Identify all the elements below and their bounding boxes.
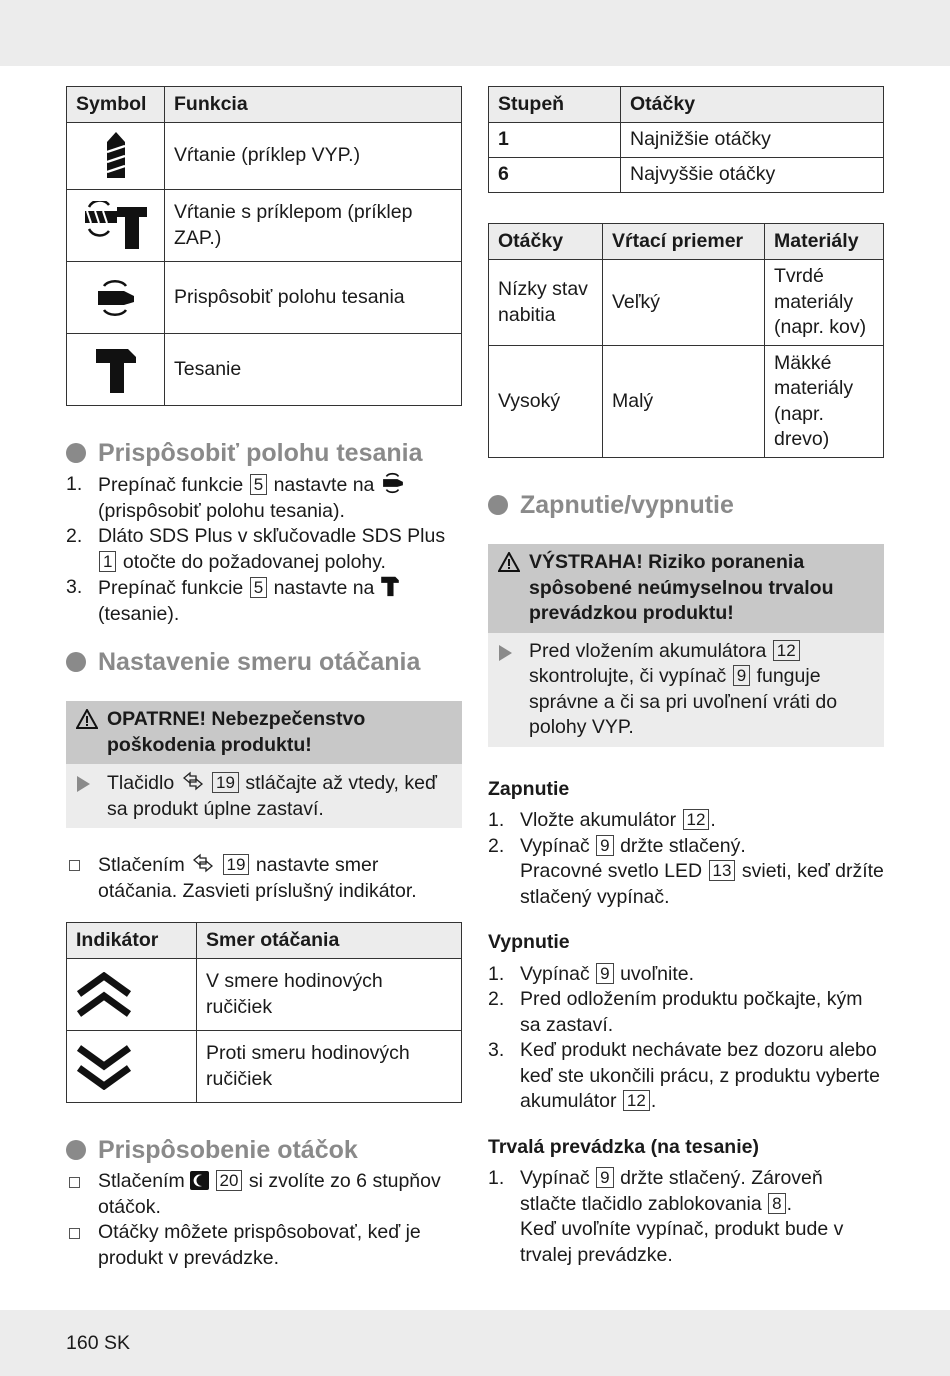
warning-box — [488, 544, 884, 747]
step-text: Prepínač funkcie — [98, 474, 244, 496]
speed-header: Otáčky — [489, 224, 603, 260]
step-text: nastavte na — [273, 474, 375, 496]
diameter-cell: Malý — [603, 346, 765, 458]
step-text: držte stlačený. Zároveň stlačte tlačidlo zablokovania — [520, 1167, 823, 1215]
direction-cell: Proti smeru hodinových ručičiek — [197, 1031, 462, 1103]
warning-text: skontrolujte, či vypínač — [529, 665, 727, 687]
materials-header: Materiály — [765, 224, 884, 260]
bullet-dot — [66, 652, 86, 672]
step-text: (tesanie). — [98, 602, 180, 625]
ref-box: 5 — [250, 474, 267, 495]
level-cell: 6 — [489, 158, 621, 193]
indicator-header: Indikátor — [67, 923, 197, 959]
chisel-rotate-icon — [67, 262, 165, 334]
table-row — [489, 158, 884, 193]
direction-cell: V smere hodinových ručičiek — [197, 959, 462, 1031]
diameter-cell: Veľký — [603, 260, 765, 346]
ref-box: 19 — [212, 772, 239, 793]
step-text: Keď produkt nechávate bez dozoru alebo keď ste ukončili prácu, z produktu vyberte akumulátor — [520, 1039, 880, 1112]
step-text: Pracovné svetlo LED — [520, 860, 703, 882]
direction-switch-icon — [190, 852, 216, 874]
warning-title: VÝSTRAHA! Riziko poranenia spôsobené neúmyselnou trvalou prevádzkou produktu! — [529, 551, 834, 624]
section-title-chisel — [66, 438, 462, 468]
continuous-steps — [488, 1166, 884, 1268]
list-item — [488, 834, 884, 911]
table-row — [489, 260, 884, 346]
diameter-header: Vŕtací priemer — [603, 224, 765, 260]
hammer-drill-icon — [67, 190, 165, 262]
list-item — [488, 1038, 884, 1115]
caution-header — [66, 701, 462, 764]
table-row — [67, 123, 462, 190]
direction-header: Smer otáčania — [197, 923, 462, 959]
material-table — [488, 223, 884, 458]
list-item — [66, 472, 462, 524]
warning-text: funguje správne a či sa pri uvoľnení vráti do polohy VYP. — [529, 665, 838, 738]
step-text: Vypínač — [520, 834, 590, 857]
bullet-text: si zvolíte zo 6 stupňov otáčok. — [98, 1170, 441, 1218]
step-number: 1. — [66, 473, 83, 495]
left-column — [66, 86, 462, 1271]
bullet-text: Stlačením — [98, 1170, 185, 1192]
symbol-header: Symbol — [67, 87, 165, 123]
step-text: nastavte na — [273, 577, 375, 599]
symbol-table — [66, 86, 462, 406]
material-cell: Mäkké materiály (napr. drevo) — [765, 346, 884, 458]
step-number: 2. — [488, 834, 505, 857]
right-column — [488, 86, 884, 1268]
step-text: Vypínač — [520, 1167, 590, 1189]
ref-box: 1 — [99, 551, 116, 572]
warning-text: Pred vložením akumulátora — [529, 639, 767, 662]
function-header: Funkcia — [165, 87, 462, 123]
table-row — [489, 123, 884, 158]
arrow-bullet-icon — [77, 776, 90, 792]
step-number: 2. — [488, 988, 505, 1010]
ref-box: 9 — [596, 963, 613, 984]
section-title-onoff — [488, 490, 884, 520]
step-number: 1. — [488, 809, 505, 831]
table-row — [67, 1031, 462, 1103]
step-text: Pred odložením produktu počkajte, kým sa zastaví. — [520, 988, 863, 1036]
step-text: Keď uvoľníte vypínač, produkt bude v trvalej prevádzke. — [520, 1218, 844, 1266]
chisel-rotate-icon — [380, 472, 406, 494]
step-text: Vypínač — [520, 962, 590, 985]
ref-box: 5 — [250, 577, 267, 598]
arrow-bullet-icon — [499, 645, 512, 661]
list-item — [66, 575, 462, 627]
section-title-direction — [66, 647, 462, 677]
table-row — [67, 190, 462, 262]
step-number: 1. — [488, 1167, 505, 1189]
ref-box: 9 — [596, 1167, 613, 1188]
warning-header — [488, 544, 884, 633]
step-number: 3. — [66, 576, 83, 598]
bullet-text: Stlačením — [98, 854, 185, 876]
ref-box: 9 — [596, 835, 613, 856]
step-text: . — [786, 1192, 793, 1215]
table-row — [67, 334, 462, 406]
step-text: uvoľnite. — [620, 962, 695, 985]
ref-box: 8 — [768, 1193, 785, 1214]
bullet-dot — [488, 495, 508, 515]
square-bullet — [69, 1228, 80, 1239]
chevrons-up-icon — [67, 959, 197, 1031]
table-row — [67, 959, 462, 1031]
warning-icon — [76, 709, 98, 729]
speed-cell: Najnižšie otáčky — [621, 123, 884, 158]
speed-header: Otáčky — [621, 87, 884, 123]
step-text: (prispôsobiť polohu tesania). — [98, 499, 345, 522]
list-item — [66, 524, 462, 575]
subsection-title-on: Zapnutie — [488, 777, 570, 800]
step-text: Dláto SDS Plus v skľučovadle SDS Plus — [98, 525, 446, 547]
bullet-text: Otáčky môžete prispôsobovať, keď je produkt v prevádzke. — [98, 1221, 421, 1269]
warning-body — [488, 633, 884, 747]
indicator-table — [66, 922, 462, 1103]
chisel-hammer-icon — [67, 334, 165, 406]
caution-body — [66, 764, 462, 828]
caution-box — [66, 701, 462, 828]
section-title-text: Zapnutie/vypnutie — [520, 491, 734, 519]
on-steps — [488, 808, 884, 910]
subsection-title-continuous: Trvalá prevádzka (na tesanie) — [488, 1135, 759, 1158]
section-title-text: Prispôsobiť polohu tesania — [98, 439, 423, 467]
step-number: 2. — [66, 525, 83, 547]
step-text: . — [710, 809, 716, 831]
section-title-speed — [66, 1135, 462, 1165]
chisel-hammer-icon — [380, 575, 400, 597]
function-cell: Tesanie — [165, 334, 462, 406]
list-item — [488, 962, 884, 988]
bullet-dot — [66, 1140, 86, 1160]
chisel-steps — [66, 472, 462, 627]
caution-text: Tlačidlo — [107, 772, 175, 794]
page-number: 160 SK — [66, 1332, 130, 1354]
speed-cell: Nízky stav nabitia — [489, 260, 603, 346]
ref-box: 20 — [216, 1170, 243, 1191]
ref-box: 9 — [733, 665, 750, 686]
step-text: Vložte akumulátor — [520, 809, 677, 831]
level-header: Stupeň — [489, 87, 621, 123]
ref-box: 12 — [683, 809, 710, 830]
list-item — [66, 1169, 462, 1220]
off-steps — [488, 962, 884, 1115]
function-cell: Vŕtanie s príklepom (príklep ZAP.) — [165, 190, 462, 262]
list-item — [488, 808, 884, 834]
subsection-title-off: Vypnutie — [488, 931, 570, 953]
speed-table — [488, 86, 884, 193]
chevrons-down-icon — [67, 1031, 197, 1103]
list-item — [66, 852, 462, 904]
section-title-text: Prispôsobenie otáčok — [98, 1136, 358, 1164]
level-cell: 1 — [489, 123, 621, 158]
caution-title: OPATRNE! Nebezpečenstvo poškodenia produktu! — [107, 708, 366, 756]
bullet-dot — [66, 443, 86, 463]
list-item — [488, 1166, 884, 1268]
footer-band — [0, 1310, 950, 1376]
step-text: držte stlačený. — [620, 834, 746, 857]
ref-box: 12 — [623, 1090, 650, 1111]
speed-button-icon — [190, 1171, 209, 1190]
function-cell: Vŕtanie (príklep VYP.) — [165, 123, 462, 190]
header-band — [0, 0, 950, 66]
step-text: . — [650, 1090, 657, 1112]
step-text: svieti, keď držíte stlačený vypínač. — [520, 860, 884, 908]
function-cell: Prispôsobiť polohu tesania — [165, 262, 462, 334]
step-number: 3. — [488, 1039, 505, 1061]
table-row — [489, 346, 884, 458]
ref-box: 19 — [223, 854, 250, 875]
square-bullet — [69, 1177, 80, 1188]
speed-cell: Vysoký — [489, 346, 603, 458]
list-item — [488, 987, 884, 1038]
square-bullet — [69, 860, 80, 871]
speed-cell: Najvyššie otáčky — [621, 158, 884, 193]
warning-icon — [498, 552, 520, 572]
direction-switch-icon — [180, 770, 206, 792]
drill-bit-icon — [67, 123, 165, 190]
ref-box: 12 — [773, 640, 800, 661]
bullet-text: nastavte smer otáčania. Zasvieti príslušný indikátor. — [98, 854, 417, 902]
caution-text: stláčajte až vtedy, keď sa produkt úplne zastaví. — [107, 772, 437, 820]
section-title-text: Nastavenie smeru otáčania — [98, 648, 421, 676]
list-item — [66, 1220, 462, 1271]
step-number: 1. — [488, 962, 505, 985]
ref-box: 13 — [709, 860, 736, 881]
step-text: Prepínač funkcie — [98, 577, 244, 599]
table-row — [67, 262, 462, 334]
step-text: otočte do požadovanej polohy. — [122, 550, 386, 573]
material-cell: Tvrdé materiály (napr. kov) — [765, 260, 884, 346]
